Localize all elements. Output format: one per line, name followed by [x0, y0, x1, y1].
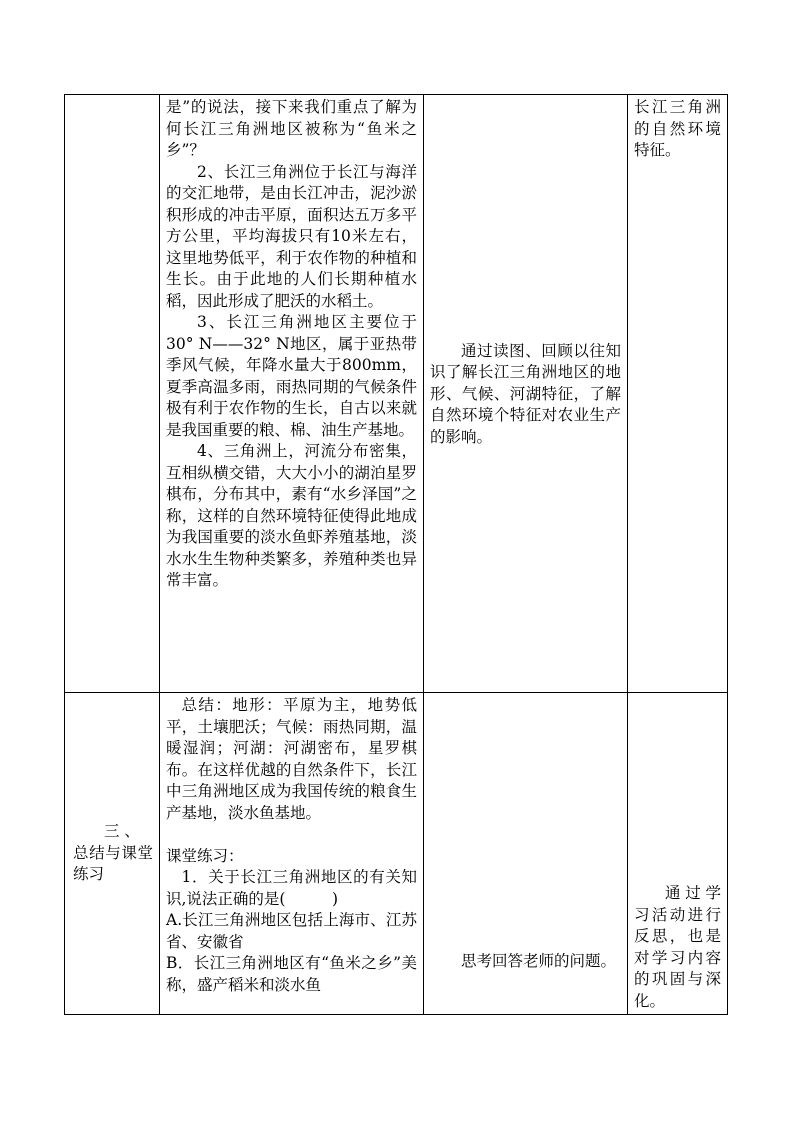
design-purpose-text: 通过学习活动进行反思，也是对学习内容的巩固与深化。 [634, 884, 721, 1010]
stage-number: 三 、 [104, 822, 140, 841]
practice-question: 1．关于长江三角洲地区的有关知识,说法正确的是( ) [166, 868, 417, 908]
paragraph: 2、长江三角洲位于长江与海洋的交汇地带，是由长江冲击，泥沙淤积形成的冲击平原，面积达五万多平方公里，平均海拔只有10米左右，这里地势低平，利于农作物的种植和生长。由于此地的人们长期种植水稻，因此形成了肥沃的水稻土。 [166, 162, 417, 310]
teacher-activity-cell [160, 693, 424, 1015]
practice-title: 课堂练习： [166, 846, 244, 865]
student-activity-text: 通过读图、回顾以往知识了解长江三角洲地区的地形、气候、河湖特征，了解自然环境个特征对农业生产的影响。 [430, 341, 621, 446]
student-activity-cell [424, 95, 628, 693]
student-activity-cell [424, 693, 628, 1015]
design-purpose-cell [628, 693, 728, 1015]
teacher-activity-cell [160, 95, 424, 693]
design-purpose-cell [628, 95, 728, 693]
student-activity-text: 思考回答老师的问题。 [461, 951, 617, 970]
stage-cell [65, 95, 160, 693]
table-row [65, 95, 728, 693]
stage-title: 总结与课堂练习 [73, 843, 153, 884]
stage-cell [65, 693, 160, 1015]
paragraph: 3、长江三角洲地区主要位于30° N——32° N地区，属于亚热带季风气候，年降水量大于800mm，夏季高温多雨，雨热同期的气候条件极有利于农作物的生长，自古以来就是我国重要的粮、棉、油生产基地。 [166, 313, 417, 439]
lesson-plan-table [64, 94, 728, 1015]
table-row [65, 693, 728, 1015]
paragraph: 4、三角洲上，河流分布密集，互相纵横交错，大大小小的湖泊星罗棋布，分布其中，素有“水乡泽国”之称，这样的自然环境特征使得此地成为我国重要的淡水鱼虾养殖基地，淡水水生生物种类繁多，养殖种类也异常丰富。 [166, 442, 417, 589]
paragraph: 是”的说法，接下来我们重点了解为何长江三角洲地区被称为“鱼米之乡”？ [166, 98, 417, 159]
option-a: A.长江三角洲地区包括上海市、江苏省、安徽省 [166, 911, 417, 951]
option-b: B．长江三角洲地区有“鱼米之乡”美称，盛产稻米和淡水鱼 [166, 954, 417, 994]
summary-text: 总结：地形：平原为主，地势低平，土壤肥沃；气候：雨热同期，温暖湿润；河湖：河湖密布，星罗棋布。在这样优越的自然条件下，长江中三角洲地区成为我国传统的粮食生产基地，淡水鱼基地。 [166, 696, 417, 822]
design-purpose-text: 长江三角洲的自然环境特征。 [634, 98, 721, 159]
